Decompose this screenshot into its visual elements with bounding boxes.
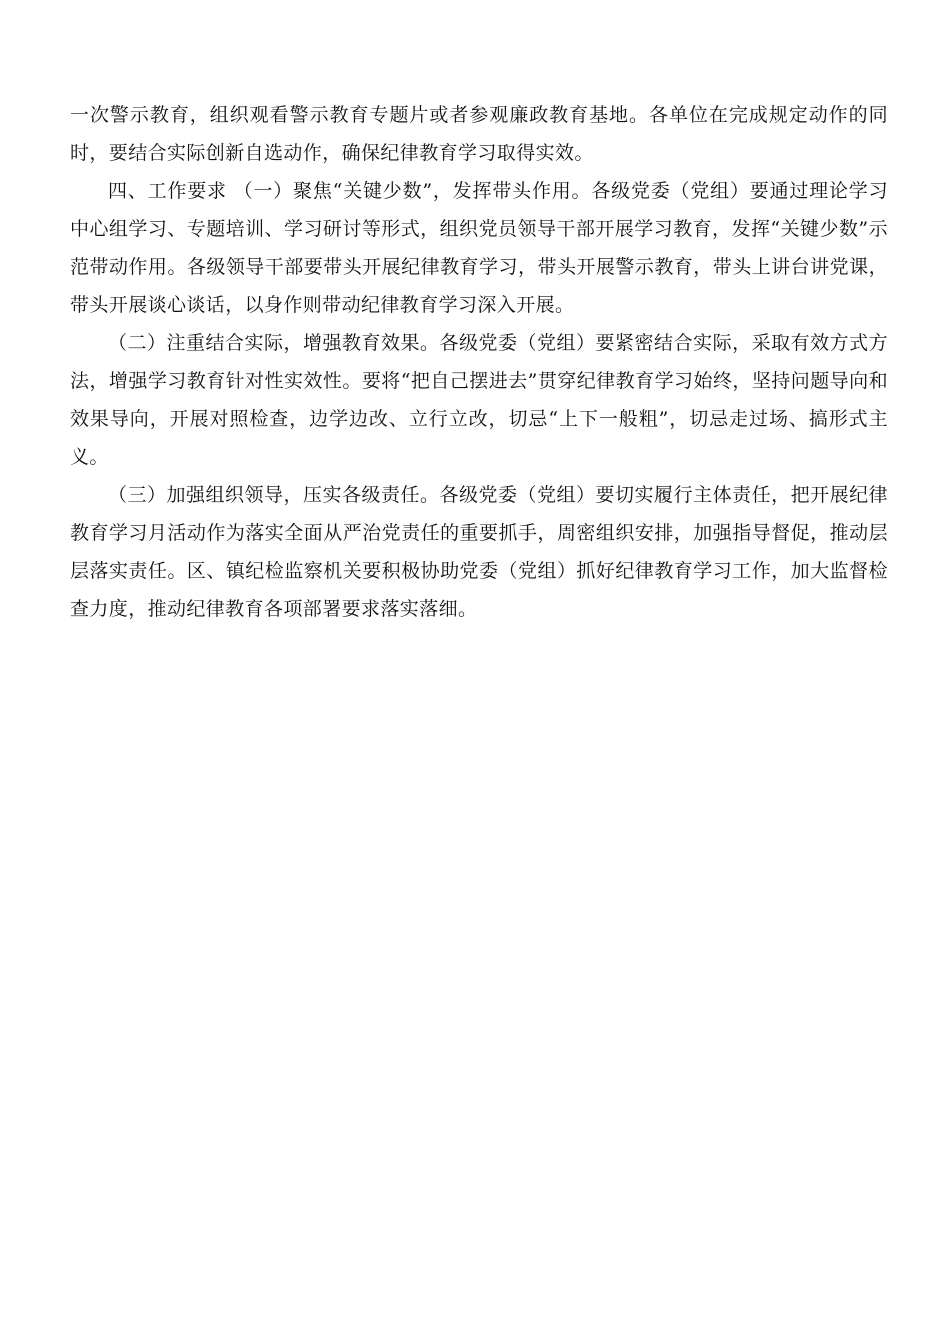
- paragraph-continuation: 一次警示教育，组织观看警示教育专题片或者参观廉政教育基地。各单位在完成规定动作的同时，要结合实际创新自选动作，确保纪律教育学习取得实效。: [70, 104, 888, 164]
- document-body: [70, 96, 888, 628]
- paragraph-work-requirements: 四、工作要求 （一）聚焦“关键少数”，发挥带头作用。各级党委（党组）要通过理论学习中心组学习、专题培训、学习研讨等形式，组织党员领导干部开展学习教育，发挥“关键少数”示范带动作用。各级领导干部要带头开展纪律教育学习，带头开展警示教育，带头上讲台讲党课，带头开展谈心谈话，以身作则带动纪律教育学习深入开展。: [70, 180, 888, 316]
- paragraph-combine-with-reality: （二）注重结合实际，增强教育效果。各级党委（党组）要紧密结合实际，采取有效方式方法，增强学习教育针对性实效性。要将“把自己摆进去”贯穿纪律教育学习始终，坚持问题导向和效果导向，开展对照检查，边学边改、立行立改，切忌“上下一般粗”，切忌走过场、搞形式主义。: [70, 332, 888, 468]
- paragraph-organizational-leadership: （三）加强组织领导，压实各级责任。各级党委（党组）要切实履行主体责任，把开展纪律教育学习月活动作为落实全面从严治党责任的重要抓手，周密组织安排，加强指导督促，推动层层落实责任。区、镇纪检监察机关要积极协助党委（党组）抓好纪律教育学习工作，加大监督检查力度，推动纪律教育各项部署要求落实落细。: [70, 484, 888, 620]
